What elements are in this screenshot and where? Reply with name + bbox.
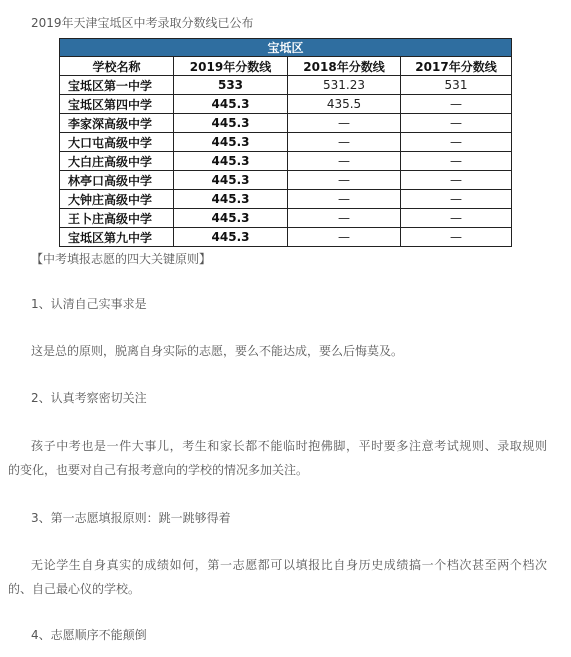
school-name-cell: 大白庄高级中学 bbox=[60, 152, 174, 171]
score-cell: — bbox=[401, 190, 512, 209]
table-row bbox=[60, 133, 512, 152]
column-header: 2018年分数线 bbox=[288, 57, 401, 76]
score-cell: — bbox=[401, 171, 512, 190]
score-cell: 445.3 bbox=[174, 190, 288, 209]
score-cell: 445.3 bbox=[174, 114, 288, 133]
score-cell: 445.3 bbox=[174, 228, 288, 247]
score-table bbox=[59, 38, 511, 247]
score-cell: — bbox=[288, 209, 401, 228]
principle-3-text-line2: 的、自己最心仪的学校。 bbox=[8, 582, 141, 596]
table-row bbox=[60, 76, 512, 95]
principles-heading: 【中考填报志愿的四大关键原则】 bbox=[31, 252, 212, 266]
table-row bbox=[60, 95, 512, 114]
score-cell: 445.3 bbox=[174, 209, 288, 228]
school-name-cell: 宝坻区第九中学 bbox=[60, 228, 174, 247]
score-cell: — bbox=[288, 190, 401, 209]
doc-title: 2019年天津宝坻区中考录取分数线已公布 bbox=[31, 16, 254, 30]
score-cell: — bbox=[401, 114, 512, 133]
school-name-cell: 李家深高级中学 bbox=[60, 114, 174, 133]
table-row bbox=[60, 114, 512, 133]
table-row bbox=[60, 228, 512, 247]
column-header-row bbox=[60, 57, 512, 76]
principle-3-heading: 3、第一志愿填报原则：跳一跳够得着 bbox=[31, 511, 231, 525]
school-name-cell: 宝坻区第一中学 bbox=[60, 76, 174, 95]
score-cell: — bbox=[288, 152, 401, 171]
table-row bbox=[60, 171, 512, 190]
school-name-cell: 王卜庄高级中学 bbox=[60, 209, 174, 228]
score-cell: — bbox=[288, 171, 401, 190]
score-cell: — bbox=[401, 133, 512, 152]
score-cell: 531 bbox=[401, 76, 512, 95]
score-cell: — bbox=[288, 114, 401, 133]
principle-2-heading: 2、认真考察密切关注 bbox=[31, 391, 147, 405]
school-name-cell: 大钟庄高级中学 bbox=[60, 190, 174, 209]
score-cell: — bbox=[288, 133, 401, 152]
column-header: 学校名称 bbox=[60, 57, 174, 76]
score-cell: 445.3 bbox=[174, 152, 288, 171]
score-cell: 445.3 bbox=[174, 171, 288, 190]
score-cell: — bbox=[288, 228, 401, 247]
score-cell: 445.3 bbox=[174, 95, 288, 114]
school-name-cell: 宝坻区第四中学 bbox=[60, 95, 174, 114]
score-cell: 435.5 bbox=[288, 95, 401, 114]
column-header: 2019年分数线 bbox=[174, 57, 288, 76]
school-name-cell: 大口屯高级中学 bbox=[60, 133, 174, 152]
school-name-cell: 林亭口高级中学 bbox=[60, 171, 174, 190]
score-cell: — bbox=[401, 95, 512, 114]
principle-2-text-line2: 的变化，也要对自己有报考意向的学校的情况多加关注。 bbox=[8, 463, 309, 477]
score-cell: 533 bbox=[174, 76, 288, 95]
column-header: 2017年分数线 bbox=[401, 57, 512, 76]
principle-1-heading: 1、认清自己实事求是 bbox=[31, 297, 147, 311]
score-cell: 445.3 bbox=[174, 133, 288, 152]
score-cell: — bbox=[401, 152, 512, 171]
principle-1-text: 这是总的原则，脱离自身实际的志愿，要么不能达成，要么后悔莫及。 bbox=[31, 344, 404, 358]
score-cell: — bbox=[401, 228, 512, 247]
principle-2-text-line1: 孩子中考也是一件大事儿，考生和家长都不能临时抱佛脚，平时要多注意考试规则、录取规则 bbox=[31, 439, 548, 453]
score-cell: 531.23 bbox=[288, 76, 401, 95]
region-header: 宝坻区 bbox=[60, 39, 512, 57]
score-cell: — bbox=[401, 209, 512, 228]
table-row bbox=[60, 152, 512, 171]
table-row bbox=[60, 209, 512, 228]
principle-4-heading: 4、志愿顺序不能颠倒 bbox=[31, 628, 147, 642]
table-row bbox=[60, 190, 512, 209]
principle-3-text-line1: 无论学生自身真实的成绩如何，第一志愿都可以填报比自身历史成绩搞一个档次甚至两个档次 bbox=[31, 558, 548, 572]
